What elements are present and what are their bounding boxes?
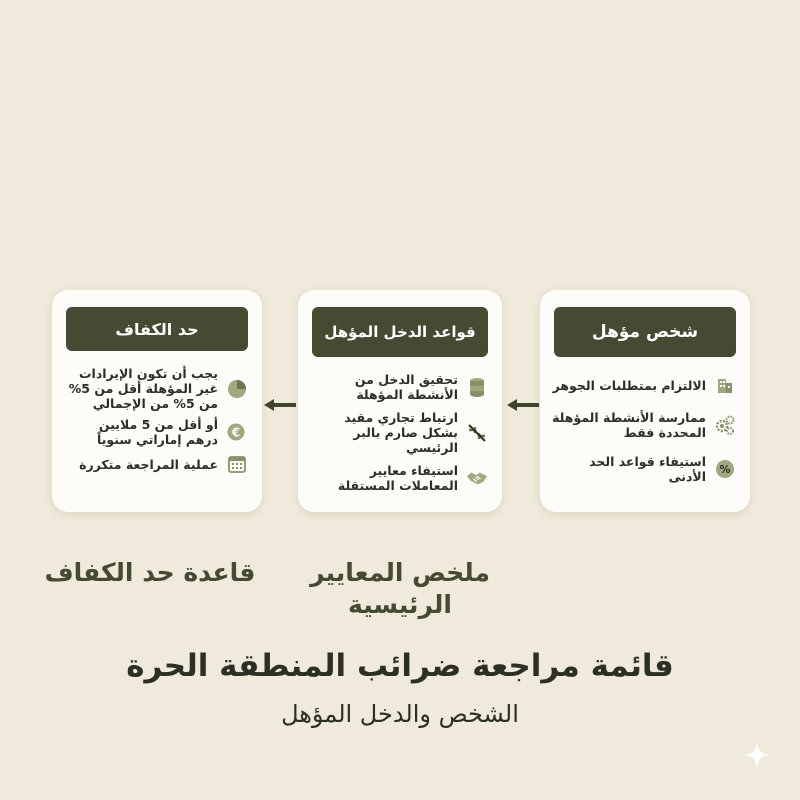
item-text: تحقيق الدخل من الأنشطة المؤهلة [354,372,458,402]
building-icon [714,374,736,396]
card-qualifying-person [540,290,750,512]
percent-icon [714,458,736,480]
card-de-minimis [52,290,262,512]
handshake-icon [466,467,488,489]
list-item [64,417,248,447]
page-title: قائمة مراجعة ضرائب المنطقة الحرة [126,648,674,684]
coins-icon [466,376,488,398]
svg-text:€: € [231,425,241,440]
calendar-icon [226,453,248,475]
list-item [552,410,736,440]
list-item [64,366,248,411]
card-qualifying-income [298,290,502,512]
list-item [552,454,736,484]
arrow-left-icon [505,399,541,411]
list-item [310,410,488,455]
item-text: الالتزام بمتطلبات الجوهر [552,377,706,393]
item-text: ممارسة الأنشطة المؤهلة المحددة فقط [552,410,706,440]
item-text: استيفاء قواعد الحد الأدنى [589,454,706,484]
pie-chart-icon [226,378,248,400]
caption-key-criteria: ملخص المعايير الرئيسية [310,558,490,619]
card-title: قواعد الدخل المؤهل [312,307,488,357]
list-item [310,463,488,493]
list-item [310,372,488,402]
caption-de-minimis-rule: قاعدة حد الكفاف [44,558,256,587]
item-text: ارتباط تجاري مقيد بشكل صارم بالبر الرئيسي [344,410,458,455]
item-text: عملية المراجعة متكررة [79,456,218,472]
card-title: حد الكفاف [66,307,248,351]
list-item [552,374,736,396]
item-text: أو أقل من 5 ملايين درهم إماراتي سنوياً [97,417,218,447]
list-item [64,453,248,475]
card-title: شخص مؤهل [554,307,736,357]
arrow-left-icon [262,399,298,411]
gears-icon [714,414,736,436]
item-text: يجب أن تكون الإيرادات غير المؤهلة أقل من 5% من 5% من الإجمالي [68,366,218,411]
item-text: استيفاء معايير المعاملات المستقلة [337,463,458,493]
sparkle-icon [742,740,772,770]
svg-text:%: % [719,463,731,476]
page-subtitle: الشخص والدخل المؤهل [281,700,519,728]
no-connection-icon [466,422,488,444]
euro-icon [226,421,248,443]
